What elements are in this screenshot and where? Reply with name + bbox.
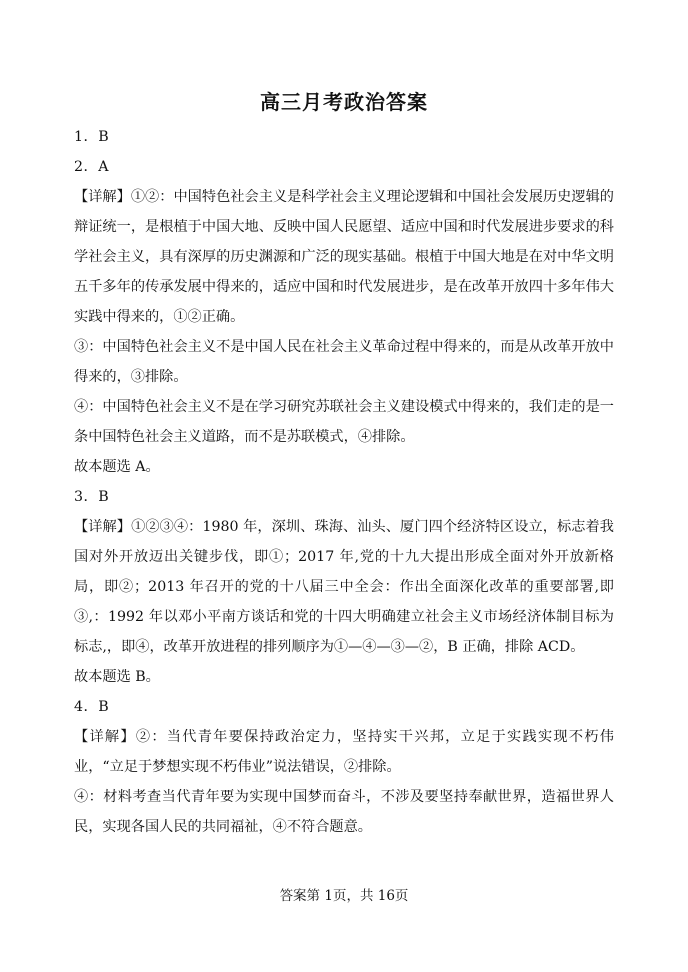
answer-4: 4．B [74,699,110,715]
answer-3: 3．B [74,489,110,505]
explanation-2-option-3: ③：中国特色社会主义不是中国人民在社会主义革命过程中得来的，而是从改革开放中得来的，③排除。 [74,339,614,385]
explanation-4-option-2: 【详解】②：当代青年要保持政治定力，坚持实干兴邦，立足于实践实现不朽伟业，“立足于梦想实现不朽伟业”说法错误，②排除。 [74,729,614,775]
conclusion-3: 故本题选 B。 [74,669,160,685]
conclusion-2: 故本题选 A。 [74,459,160,475]
answer-content [74,122,614,842]
answer-1: 1．B [74,129,110,145]
answer-2: 2．A [74,159,109,175]
explanation-3-main: 【详解】①②③④：1980 年，深圳、珠海、汕头、厦门四个经济特区设立，标志着我国对外开放迈出关键步伐，即①；2017 年,党的十九大提出形成全面对外开放新格局，即②；2013 年召开的党的十八届三中全会：作出全面深化改革的重要部署,即③,：1992 年以邓小平南方谈话和党的十四大明确建立社会主义市场经济体制目标为标志,，即④，改革开放进程的排列顺序为①—④—③—②，B 正确，排除 ACD。 [74,519,614,655]
explanation-4-option-4: ④：材料考查当代青年要为实现中国梦而奋斗，不涉及要坚持奉献世界，造福世界人民，实现各国人民的共同福祉，④不符合题意。 [74,789,614,835]
page-footer: 答案第 1页，共 16页 [279,888,409,904]
page-title: 高三月考政治答案 [260,90,428,114]
explanation-2-main: 【详解】①②：中国特色社会主义是科学社会主义理论逻辑和中国社会发展历史逻辑的辩证统一，是根植于中国大地、反映中国人民愿望、适应中国和时代发展进步要求的科学社会主义，具有深厚的历史渊源和广泛的现实基础。根植于中国大地是在对中华文明五千多年的传承发展中得来的，适应中国和时代发展进步，是在改革开放四十多年伟大实践中得来的，①②正确。 [74,189,614,325]
explanation-2-option-4: ④：中国特色社会主义不是在学习研究苏联社会主义建设模式中得来的，我们走的是一条中国特色社会主义道路，而不是苏联模式，④排除。 [74,399,614,445]
